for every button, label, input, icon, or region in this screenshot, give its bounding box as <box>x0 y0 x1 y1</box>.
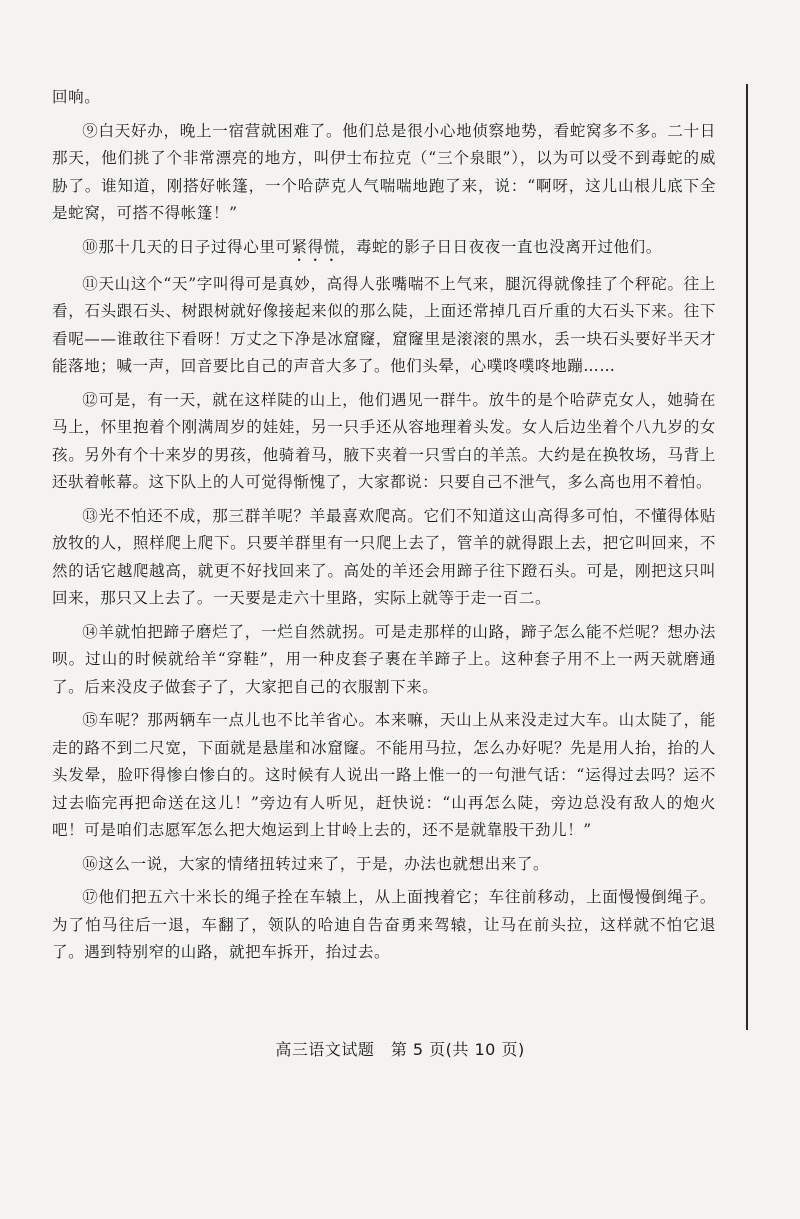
paragraph-10-text-after: ，毒蛇的影子日日夜夜一直也没离开过他们。 <box>339 237 662 256</box>
paragraph-17: ⑰他们把五六十米长的绳子拴在车辕上，从上面拽着它；车往前移动，上面慢慢倒绳子。为了怕马往后一退，车翻了，领队的哈迪自告奋勇来驾辕，让马在前头拉，这样就不怕它退了。遇到特别窄的山路，就把车拆开，抬过去。 <box>52 888 716 961</box>
paragraph-14: ⑭羊就怕把蹄子磨烂了，一烂自然就拐。可是走那样的山路，蹄子怎么能不烂呢？想办法呗。过山的时候就给羊“穿鞋”，用一种皮套子裹在羊蹄子上。这种套子用不上一两天就磨通了。后来没皮子做套子了，大家把自己的衣服割下来。 <box>52 622 716 696</box>
paragraph-9: ⑨白天好办，晚上一宿营就困难了。他们总是很小心地侦察地势，看蛇窝多不多。二十日那天，他们挑了个非常漂亮的地方，叫伊士布拉克（“三个泉眼”），以为可以受不到毒蛇的威胁了。谁知道，刚搭好帐篷，一个哈萨克人气喘喘地跑了来，说：“啊呀，这儿山根儿底下全是蛇窝，可搭不得帐篷！” <box>52 121 716 222</box>
paragraph-10-text-before: ⑩那十几天的日子过得心里可 <box>82 237 292 256</box>
paragraph-12: ⑫可是，有一天，就在这样陡的山上，他们遇见一群牛。放牛的是个哈萨克女人，她骑在马上，怀里抱着个刚满周岁的娃娃，另一只手还从容地理着头发。女人后边坐着个八九岁的女孩。另外有个十来岁的男孩，他骑着马，腋下夹着一只雪白的羊羔。大约是在换牧场，马背上还驮着帐幕。这下队上的人可觉得惭愧了，大家都说：只要自己不泄气，多么高也用不着怕。 <box>52 390 716 491</box>
paragraph-continuation: 回响。 <box>52 88 101 106</box>
paragraph-16: ⑯这么一说，大家的情绪扭转过来了，于是，办法也就想出来了。 <box>82 854 550 873</box>
margin-binding-line <box>746 84 748 1030</box>
paragraph-15: ⑮车呢？那两辆车一点儿也不比羊省心。本来嘛，天山上从来没走过大车。山太陡了，能走的路不到二尺宽，下面就是悬崖和冰窟窿。不能用马拉，怎么办好呢？先是用人抬，抬的人头发晕，脸吓得惨白惨白的。这时候有人说出一路上惟一的一句泄气话：“运得过去吗？运不过去临完再把命送在这儿！”旁边有人听见，赶快说：“山再怎么陡，旁边总没有敌人的炮火吧！可是咱们志愿军怎么把大炮运到上甘岭上去的，还不是就靠股干劲儿！” <box>52 711 716 839</box>
passage-body <box>52 84 716 967</box>
paragraph-13: ⑬光不怕还不成，那三群羊呢？羊最喜欢爬高。它们不知道这山高得多可怕，不懂得体贴放牧的人，照样爬上爬下。只要羊群里有一只爬上去了，管羊的就得跟上去，把它叫回来，不然的话它越爬越高，就更不好找回来了。高处的羊还会用蹄子往下蹬石头。可是，刚把这只叫回来，那只又上去了。一天要是走六十里路，实际上就等于走一百二。 <box>52 506 716 607</box>
paragraph-11: ⑪天山这个“天”字叫得可是真妙，高得人张嘴喘不上气来，腿沉得就像挂了个秤砣。往上看，石头跟石头、树跟树就好像接起来似的那么陡，上面还常掉几百斤重的大石头下来。往下看呢——谁敢往下看呀！万丈之下净是冰窟窿，窟窿里是滚滚的黑水，丢一块石头要好半天才能落地；喊一声，回音要比自己的声音大多了。他们头晕，心噗咚噗咚地蹦…… <box>52 274 716 375</box>
paragraph-10 <box>52 234 716 265</box>
emphasized-phrase: 紧得慌 <box>291 237 340 256</box>
page-footer: 高三语文试题 第 5 页(共 10 页) <box>275 1040 525 1059</box>
